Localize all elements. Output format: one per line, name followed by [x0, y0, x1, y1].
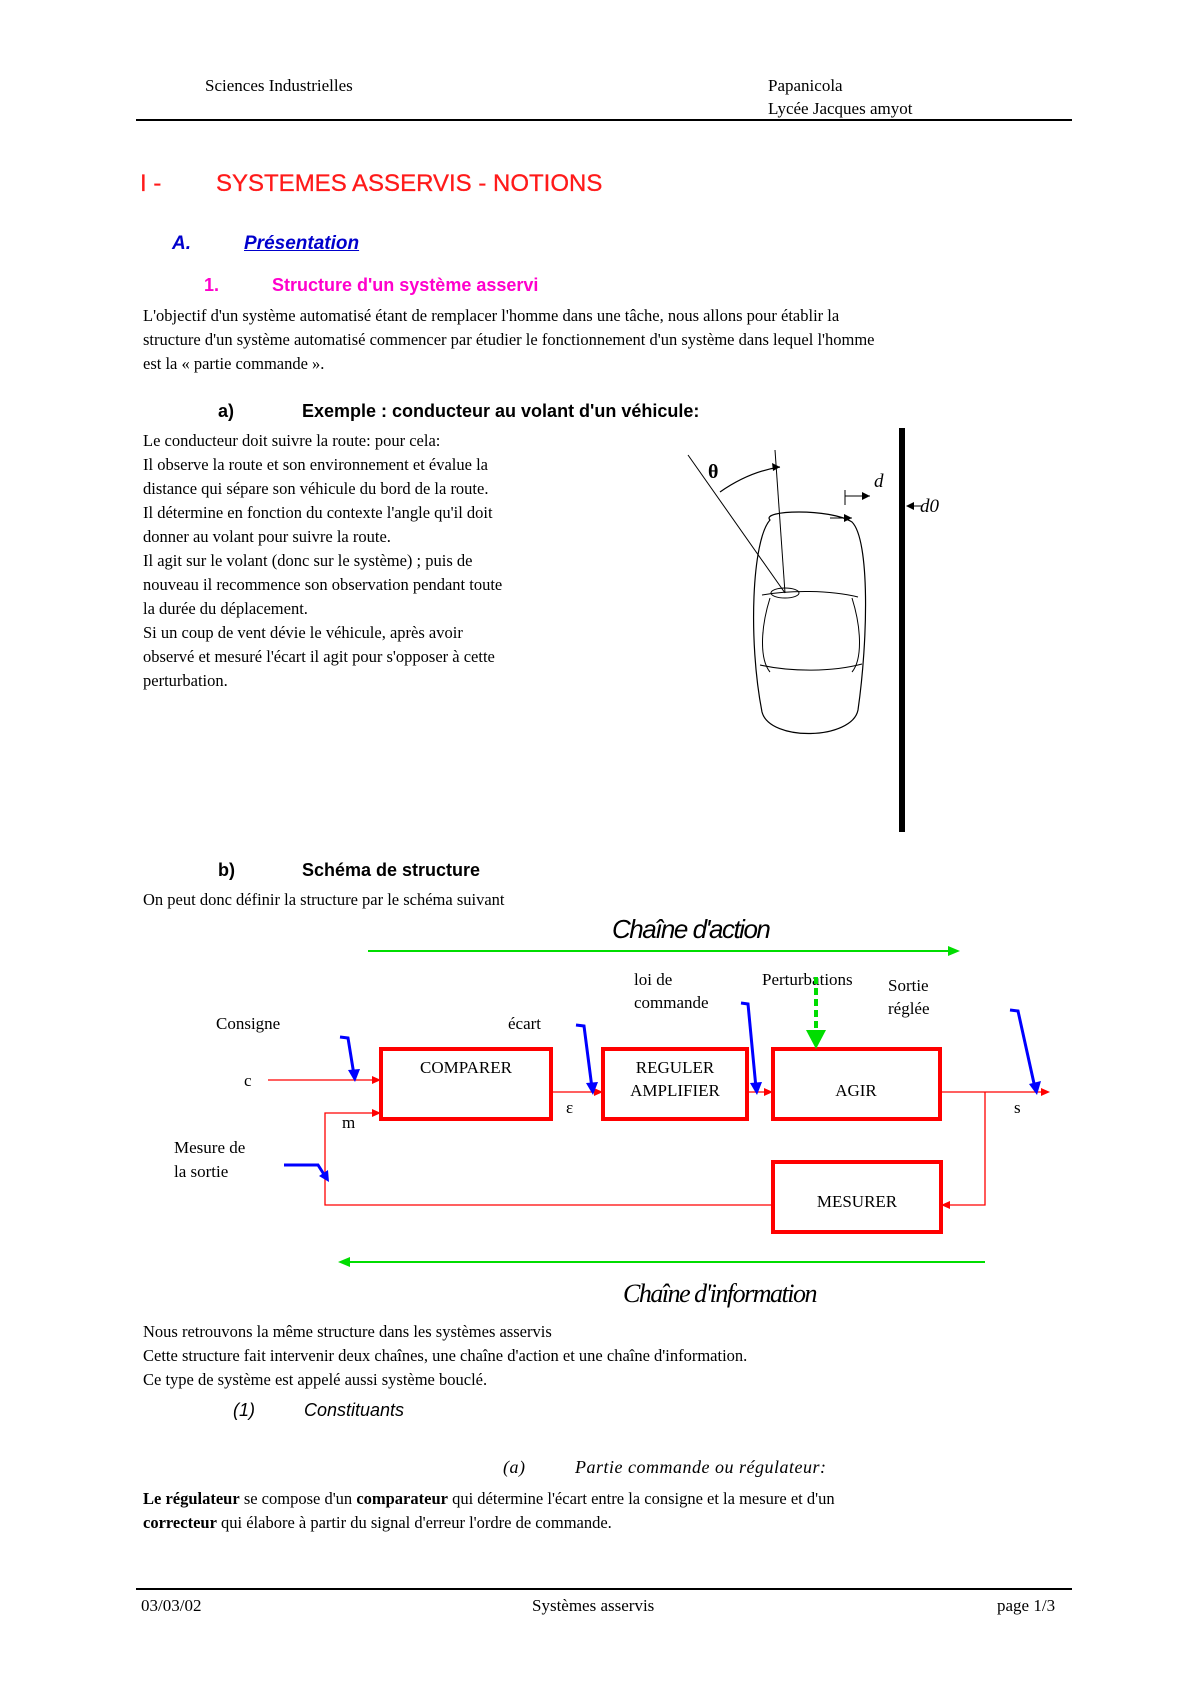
sub-b-title: Schéma de structure — [302, 860, 481, 880]
subsection-number: A. — [172, 233, 191, 254]
header-author: Papanicola — [768, 76, 843, 95]
regulator-line-1 — [143, 1487, 1083, 1511]
subsection-title: Présentation — [244, 233, 360, 254]
m-label: m — [342, 1113, 356, 1132]
chain-info-arrowhead — [338, 1257, 350, 1267]
feedback-return-line — [325, 1113, 773, 1205]
example-line: Il observe la route et son environnement et évalue la — [143, 455, 488, 474]
after-schema-line: Nous retrouvons la même structure dans les systèmes asservis — [143, 1322, 552, 1341]
section-number: I - — [140, 170, 162, 197]
example-line: nouveau il recommence son observation pendant toute — [143, 575, 503, 594]
reguler-label-2: AMPLIFIER — [630, 1081, 720, 1100]
example-line: Si un coup de vent dévie le véhicule, après avoir — [143, 623, 463, 642]
d0-label: d0 — [920, 496, 939, 517]
loi-label-1: loi de — [634, 970, 673, 989]
intro-line: est la « partie commande ». — [143, 354, 325, 373]
sub-1a-number: (a) — [503, 1457, 526, 1477]
sortie-label-1: Sortie — [888, 976, 929, 995]
pointer-sortie — [1010, 1010, 1035, 1088]
mesurer-label: MESURER — [816, 1192, 898, 1211]
regulator-text-3: qui élabore à partir du signal d'erreur l'ordre de commande. — [216, 1513, 612, 1532]
consigne-label: Consigne — [216, 1014, 281, 1033]
heading-title: Structure d'un système asservi — [272, 275, 539, 295]
mesure-label-2: la sortie — [174, 1162, 229, 1181]
pointer-mesure — [284, 1165, 325, 1176]
pointer-consigne — [340, 1037, 354, 1075]
footer-date: 03/03/02 — [141, 1596, 202, 1615]
example-line: observé et mesuré l'écart il agit pour s'opposer à cette — [143, 647, 495, 666]
sub-1a-title: Partie commande ou régulateur: — [575, 1457, 827, 1477]
car-rear-window — [760, 664, 862, 670]
sub-1-title: Constituants — [304, 1400, 405, 1420]
c-label: c — [244, 1071, 252, 1090]
intro-paragraph — [143, 304, 1073, 376]
sub-a-number: a) — [218, 401, 235, 421]
pointer-sortie-head — [1029, 1081, 1041, 1095]
car-road-figure — [660, 420, 960, 840]
term-regulateur: Le régulateur — [143, 1489, 240, 1508]
intro-line: structure d'un système automatisé commencer par étudier le fonctionnement d'un système dans lequel l'homme — [143, 330, 875, 349]
sortie-label-2: réglée — [888, 999, 930, 1018]
car-side-line-left — [763, 598, 771, 672]
epsilon-label: ε — [566, 1098, 574, 1117]
s-label: s — [1014, 1098, 1021, 1117]
term-correcteur: correcteur — [143, 1513, 217, 1532]
example-line: distance qui sépare son véhicule du bord de la route. — [143, 479, 489, 498]
header-rule — [136, 119, 1072, 121]
heading-line — [775, 450, 785, 593]
d-label: d — [874, 471, 884, 492]
section-title: SYSTEMES ASSERVIS - NOTIONS — [216, 170, 603, 197]
footer-title: Systèmes asservis — [532, 1596, 655, 1615]
regulator-paragraph — [143, 1487, 1083, 1535]
heading-number: 1. — [204, 275, 220, 295]
footer-rule — [136, 1588, 1072, 1590]
perturbations-label: Perturbations — [762, 970, 853, 989]
theta-label: θ — [708, 461, 719, 483]
regulator-text-2: qui détermine l'écart entre la consigne et la mesure et d'un — [447, 1489, 835, 1508]
pointer-ecart — [576, 1025, 592, 1088]
example-line: la durée du déplacement. — [143, 599, 308, 618]
loi-label-2: commande — [634, 993, 709, 1012]
schema-intro: On peut donc définir la structure par le schéma suivant — [143, 890, 505, 909]
example-line: Il agit sur le volant (donc sur le système) ; puis de — [143, 551, 473, 570]
term-comparateur: comparateur — [356, 1489, 448, 1508]
feedback-out-line — [944, 1092, 985, 1205]
after-schema-paragraph — [143, 1320, 1073, 1392]
chain-info-label: Chaîne d'information — [623, 1279, 816, 1308]
regulator-line-2 — [143, 1511, 1083, 1535]
sub-b-number: b) — [218, 860, 235, 880]
ecart-label: écart — [508, 1014, 542, 1033]
example-line: donner au volant pour suivre la route. — [143, 527, 391, 546]
reguler-label-1: REGULER — [635, 1058, 715, 1077]
disturbance-arrowhead — [806, 1030, 826, 1049]
mesure-label-1: Mesure de — [174, 1138, 246, 1157]
pointer-loi-head — [750, 1082, 762, 1095]
example-line: Le conducteur doit suivre la route: pour cela: — [143, 431, 441, 450]
comparer-label: COMPARER — [420, 1058, 512, 1077]
example-line: perturbation. — [143, 671, 228, 690]
sub-a-title: Exemple : conducteur au volant d'un véhicule: — [302, 401, 700, 421]
car-side-line-right — [852, 598, 860, 672]
header-school: Lycée Jacques amyot — [768, 99, 913, 118]
block-diagram — [160, 905, 1080, 1315]
d-arrowhead — [862, 492, 870, 500]
agir-label: AGIR — [835, 1081, 877, 1100]
sub-1-number: (1) — [233, 1400, 255, 1420]
example-line: Il détermine en fonction du contexte l'angle qu'il doit — [143, 503, 493, 522]
car-body — [754, 512, 866, 734]
theta-arc — [720, 467, 780, 492]
d0-arrowhead — [906, 502, 914, 510]
header-left: Sciences Industrielles — [205, 76, 353, 95]
car-windshield — [762, 591, 858, 597]
example-paragraph — [143, 429, 613, 693]
page-number: page 1/3 — [997, 1596, 1056, 1615]
after-schema-line: Cette structure fait intervenir deux chaînes, une chaîne d'action et une chaîne d'information. — [143, 1346, 748, 1365]
output-arrowhead — [1041, 1088, 1050, 1096]
chain-action-label: Chaîne d'action — [612, 914, 770, 944]
sight-line — [688, 455, 785, 593]
after-schema-line: Ce type de système est appelé aussi système bouclé. — [143, 1370, 488, 1389]
intro-line: L'objectif d'un système automatisé étant de remplacer l'homme dans une tâche, nous allons pour établir la — [143, 306, 840, 325]
chain-action-arrowhead — [948, 946, 960, 956]
regulator-text-1: se compose d'un — [239, 1489, 357, 1508]
